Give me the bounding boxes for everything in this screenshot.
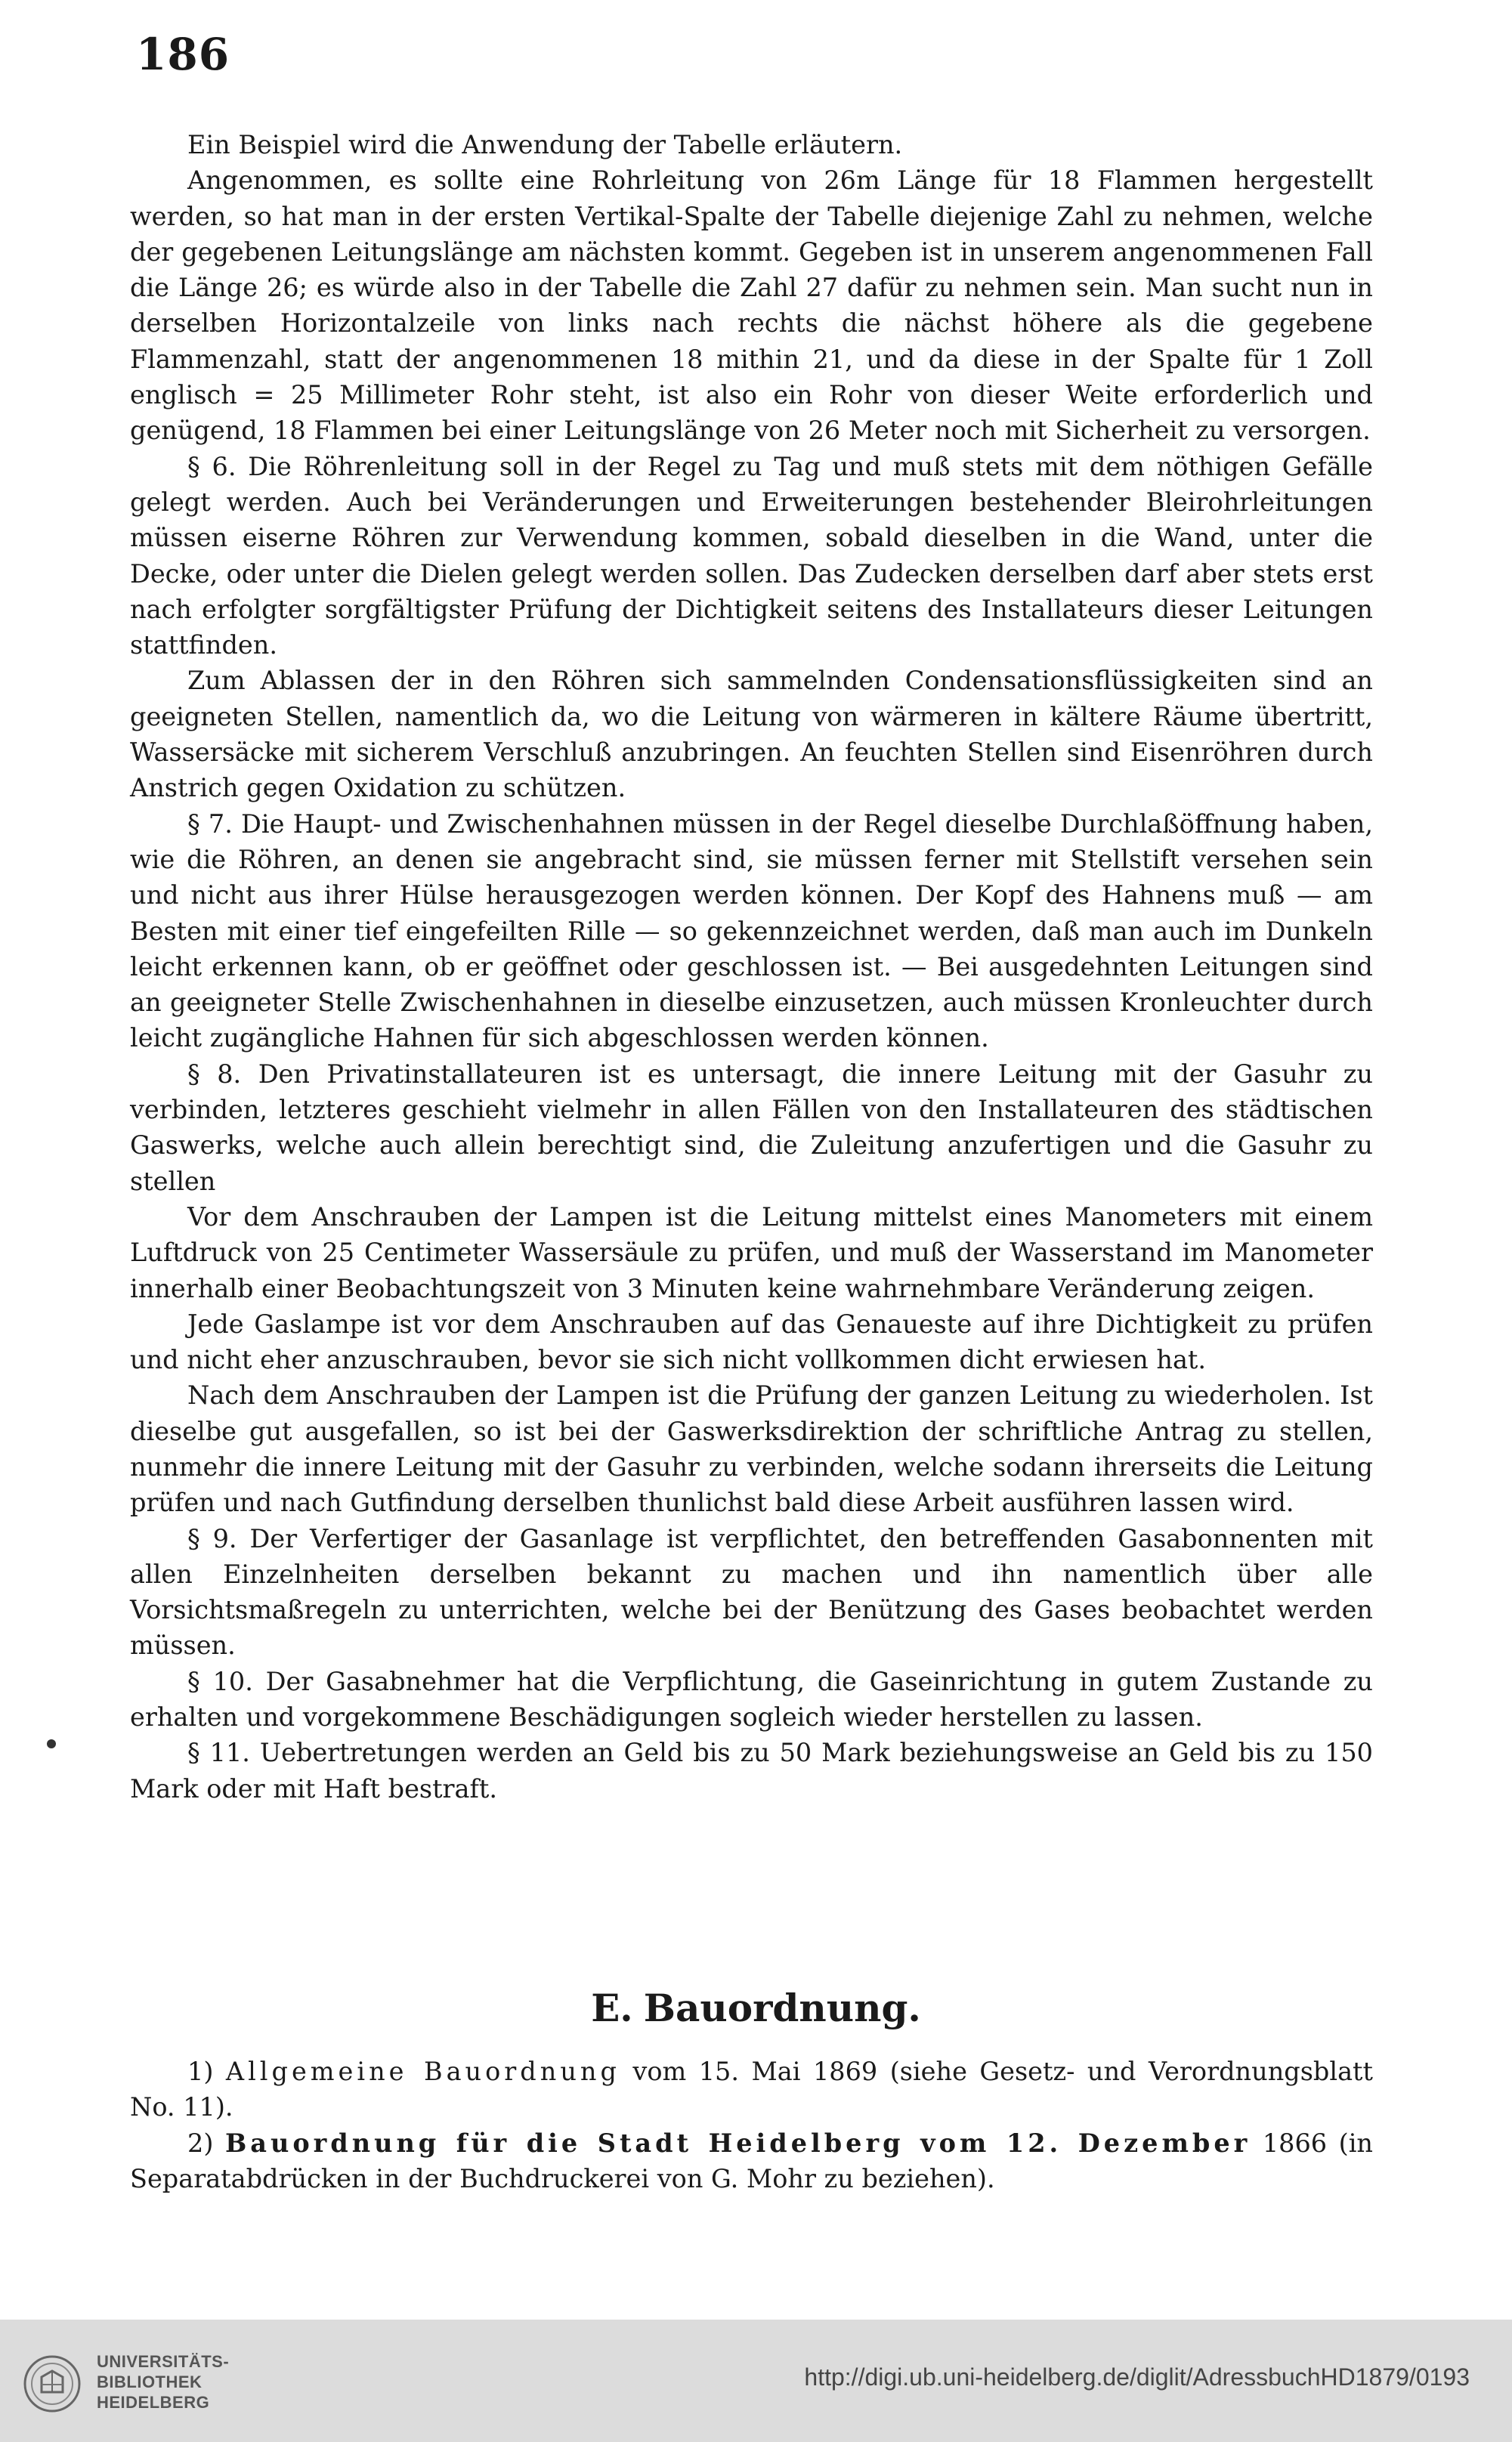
item-2-title: Bauordnung für die Stadt Heidelberg vom 12. Dezember [224, 2128, 1251, 2158]
page-number: 186 [136, 29, 230, 80]
paragraph-intro: Ein Beispiel wird die Anwendung der Tabelle erläutern. [187, 130, 903, 159]
item-1-rest: vom 15. Mai 1869 (siehe Gesetz- und Verordnungsblatt No. 11). [130, 2057, 1373, 2122]
item-1-title: Allgemeine Bauordnung [225, 2057, 620, 2086]
source-url-link[interactable]: http://digi.ub.uni-heidelberg.de/diglit/AdressbuchHD1879/0193 [804, 2363, 1470, 2391]
library-name-line-2: BIBLIOTHEK [97, 2372, 203, 2391]
item-1-number: 1) [187, 2057, 214, 2086]
bauordnung-item-2 [130, 2125, 1373, 2197]
bauordnung-list [130, 2054, 1373, 2196]
paragraph-section-10: § 10. Der Gasabnehmer hat die Verpflichtung, die Gaseinrichtung in gutem Zustande zu erhalten und vorgekommene Beschädigungen sogleich wieder herstellen zu lassen. [130, 1666, 1373, 1733]
paragraph-section-8: § 8. Den Privatinstallateuren ist es untersagt, die innere Leitung mit der Gasuhr zu verbinden, letzteres geschieht vielmehr in allen Fällen von den Installateuren des städtischen Gaswerks, welche auch allein berechtigt sind, die Zuleitung anzufertigen und die Gasuhr zu stellen [130, 1059, 1373, 1196]
library-seal-icon [23, 2354, 82, 2413]
library-name [97, 2351, 229, 2413]
paragraph-manometer: Vor dem Anschrauben der Lampen ist die Leitung mittelst eines Manometers mit einem Luftdruck von 25 Centimeter Wassersäule zu prüfen, und muß der Wasserstand im Manometer innerhalb einer Beobachtungszeit von 3 Minuten keine wahrnehmbare Veränderung zeigen. [130, 1201, 1373, 1303]
paragraph-example: Angenommen, es sollte eine Rohrleitung von 26m Länge für 18 Flammen hergestellt werden, so hat man in der ersten Vertikal-Spalte der Tabelle diejenige Zahl zu nehmen, welche der gegebenen Leitungslänge am nächsten kommt. Gegeben ist in unserem angenommenen Fall die Länge 26; es würde also in der Tabelle die Zahl 27 dafür zu nehmen sein. Man sucht nun in derselben Horizontalzeile von links nach rechts die nächst höhere als die gegebene Flammenzahl, statt der angenommenen 18 mithin 21, und da diese in der Spalte für 1 Zoll englisch = 25 Millimeter Rohr steht, ist also ein Rohr von dieser Weite erforderlich und genügend, 18 Flammen bei einer Leitungslänge von 26 Meter noch mit Sicherheit zu versorgen. [130, 165, 1373, 446]
section-heading [0, 1986, 1512, 2030]
section-title-text: Bauordnung. [643, 1986, 921, 2030]
item-2-number: 2) [187, 2128, 214, 2158]
scan-speck [47, 1739, 56, 1748]
item-2-rest: 1866 (in Separatabdrücken in der Buchdruckerei von G. Mohr zu beziehen). [130, 2128, 1373, 2193]
library-logo[interactable] [23, 2348, 280, 2416]
bauordnung-item-1 [130, 2054, 1373, 2125]
section-letter: E. [591, 1986, 633, 2030]
library-name-line-1: UNIVERSITÄTS- [97, 2352, 230, 2371]
paragraph-condensation: Zum Ablassen der in den Röhren sich sammelnden Condensationsflüssigkeiten sind an geeigneten Stellen, namentlich da, wo die Leitung von wärmeren in kältere Räume übertritt, Wassersäcke mit sicherem Verschluß anzubringen. An feuchten Stellen sind Eisenröhren durch Anstrich gegen Oxidation zu schützen. [130, 666, 1373, 803]
footer-bar [0, 2320, 1512, 2442]
paragraph-section-9: § 9. Der Verfertiger der Gasanlage ist verpflichtet, den betreffenden Gasabonnenten mit allen Einzelnheiten derselben bekannt zu machen und ihn namentlich über alle Vorsichtsmaßregeln zu unterrichten, welche bei der Benützung des Gases beobachtet werden müssen. [130, 1523, 1373, 1661]
library-name-line-3: HEIDELBERG [97, 2393, 210, 2412]
body-text [130, 127, 1373, 1807]
paragraph-gaslampe: Jede Gaslampe ist vor dem Anschrauben auf das Genaueste auf ihre Dichtigkeit zu prüfen und nicht eher anzuschrauben, bevor sie sich nicht vollkommen dicht erwiesen hat. [130, 1309, 1373, 1375]
paragraph-section-6: § 6. Die Röhrenleitung soll in der Regel zu Tag und muß stets mit dem nöthigen Gefälle gelegt werden. Auch bei Veränderungen und Erweiterungen bestehender Bleirohrleitungen müssen eiserne Röhren zur Verwendung kommen, sobald dieselben in die Wand, unter die Decke, oder unter die Dielen gelegt werden sollen. Das Zudecken derselben darf aber stets erst nach erfolgter sorgfältigster Prüfung der Dichtigkeit seitens des Installateurs dieser Leitungen stattfinden. [130, 451, 1373, 660]
paragraph-section-7: § 7. Die Haupt- und Zwischenhahnen müssen in der Regel dieselbe Durchlaßöffnung haben, wie die Röhren, an denen sie angebracht sind, sie müssen ferner mit Stellstift versehen sein und nicht aus ihrer Hülse herausgezogen werden können. Der Kopf des Hahnens muß — am Besten mit einer tief eingefeilten Rille — so gekennzeichnet werden, daß man auch im Dunkeln leicht erkennen kann, ob er geöffnet oder geschlossen ist. — Bei ausgedehnten Leitungen sind an geeigneter Stelle Zwischenhahnen in dieselbe einzusetzen, auch müssen Kronleuchter durch leicht zugängliche Hahnen für sich abgeschlossen werden können. [130, 808, 1373, 1053]
paragraph-section-11: § 11. Uebertretungen werden an Geld bis zu 50 Mark beziehungsweise an Geld bis zu 150 Mark oder mit Haft bestraft. [130, 1738, 1373, 1804]
paragraph-pruefung: Nach dem Anschrauben der Lampen ist die Prüfung der ganzen Leitung zu wiederholen. Ist dieselbe gut ausgefallen, so ist bei der Gaswerksdirektion der schriftliche Antrag zu stellen, nunmehr die innere Leitung mit der Gasuhr zu verbinden, welche sodann ihrerseits die Leitung prüfen und nach Gutfindung derselben thunlichst bald diese Arbeit ausführen lassen wird. [130, 1380, 1373, 1518]
